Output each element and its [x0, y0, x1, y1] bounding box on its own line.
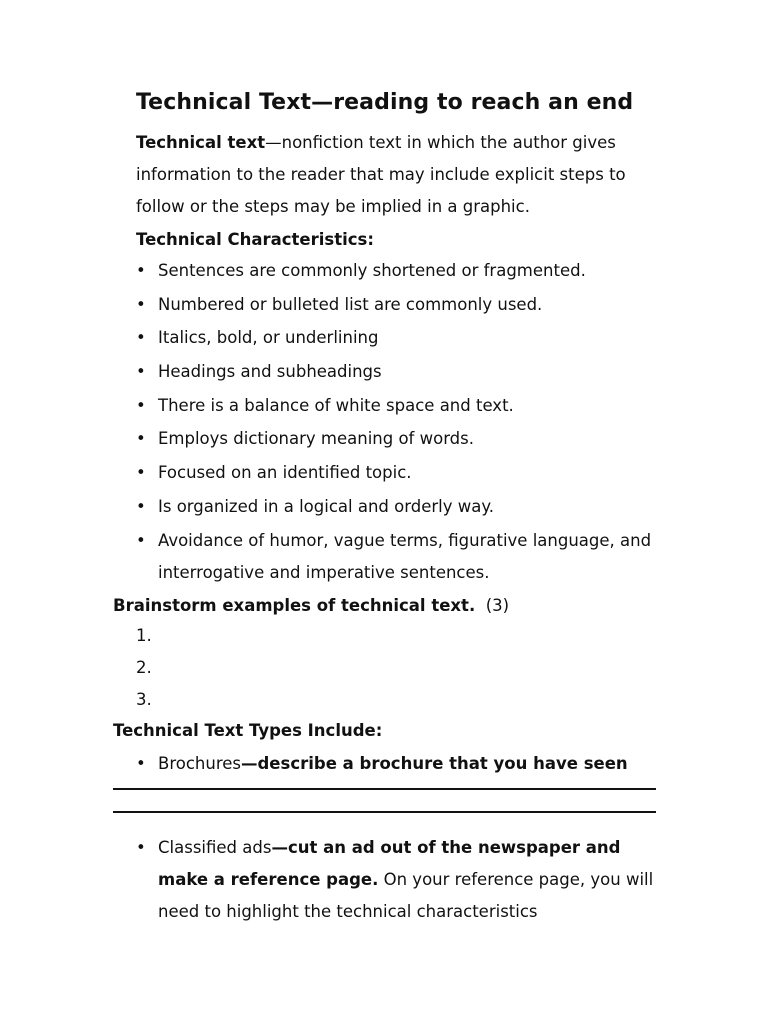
characteristics-list	[136, 255, 676, 590]
brainstorm-count: (3)	[485, 596, 510, 615]
bullet-dot: •	[136, 754, 146, 773]
list-item: • Is organized in a logical and orderly way.	[136, 491, 676, 523]
definition-text: —nonfiction text in which the author gives information to the reader that may include explicit steps to follow or the steps may be implied in a graphic.	[136, 133, 626, 216]
answer-line	[113, 788, 656, 790]
bullet-dot: •	[136, 838, 146, 857]
type-label: Classified ads	[158, 838, 272, 857]
numbered-blank: 1.	[136, 626, 152, 645]
list-item: • Avoidance of humor, vague terms, figurative language, and interrogative and imperative sentences.	[136, 525, 676, 589]
type-item-classified-ads	[136, 832, 676, 928]
types-heading: Technical Text Types Include:	[113, 721, 383, 740]
page-title: Technical Text—reading to reach an end	[136, 90, 634, 115]
list-item: • Employs dictionary meaning of words.	[136, 423, 676, 455]
definition-term: Technical text	[136, 133, 266, 152]
list-item: • Numbered or bulleted list are commonly used.	[136, 289, 676, 321]
characteristics-heading: Technical Characteristics:	[136, 230, 374, 249]
brainstorm-list	[136, 620, 152, 716]
type-instruction: —describe a brochure that you have seen	[241, 754, 628, 773]
type-note: On your reference page, you will need to highlight the technical characteristics	[158, 870, 654, 921]
list-item: • There is a balance of white space and text.	[136, 390, 676, 422]
numbered-blank: 3.	[136, 690, 152, 709]
type-item-brochures	[136, 748, 676, 780]
list-item: • Headings and subheadings	[136, 356, 676, 388]
brainstorm-text: Brainstorm examples of technical text.	[113, 596, 476, 615]
list-item: • Italics, bold, or underlining	[136, 322, 676, 354]
list-item: • Focused on an identified topic.	[136, 457, 676, 489]
answer-line	[113, 811, 656, 813]
type-label: Brochures	[158, 754, 241, 773]
type-instruction: —cut an ad out of the newspaper and make a reference page.	[158, 838, 621, 889]
brainstorm-prompt	[113, 590, 509, 622]
numbered-blank: 2.	[136, 658, 152, 677]
definition-paragraph	[136, 127, 676, 223]
list-item: • Sentences are commonly shortened or fragmented.	[136, 255, 676, 287]
